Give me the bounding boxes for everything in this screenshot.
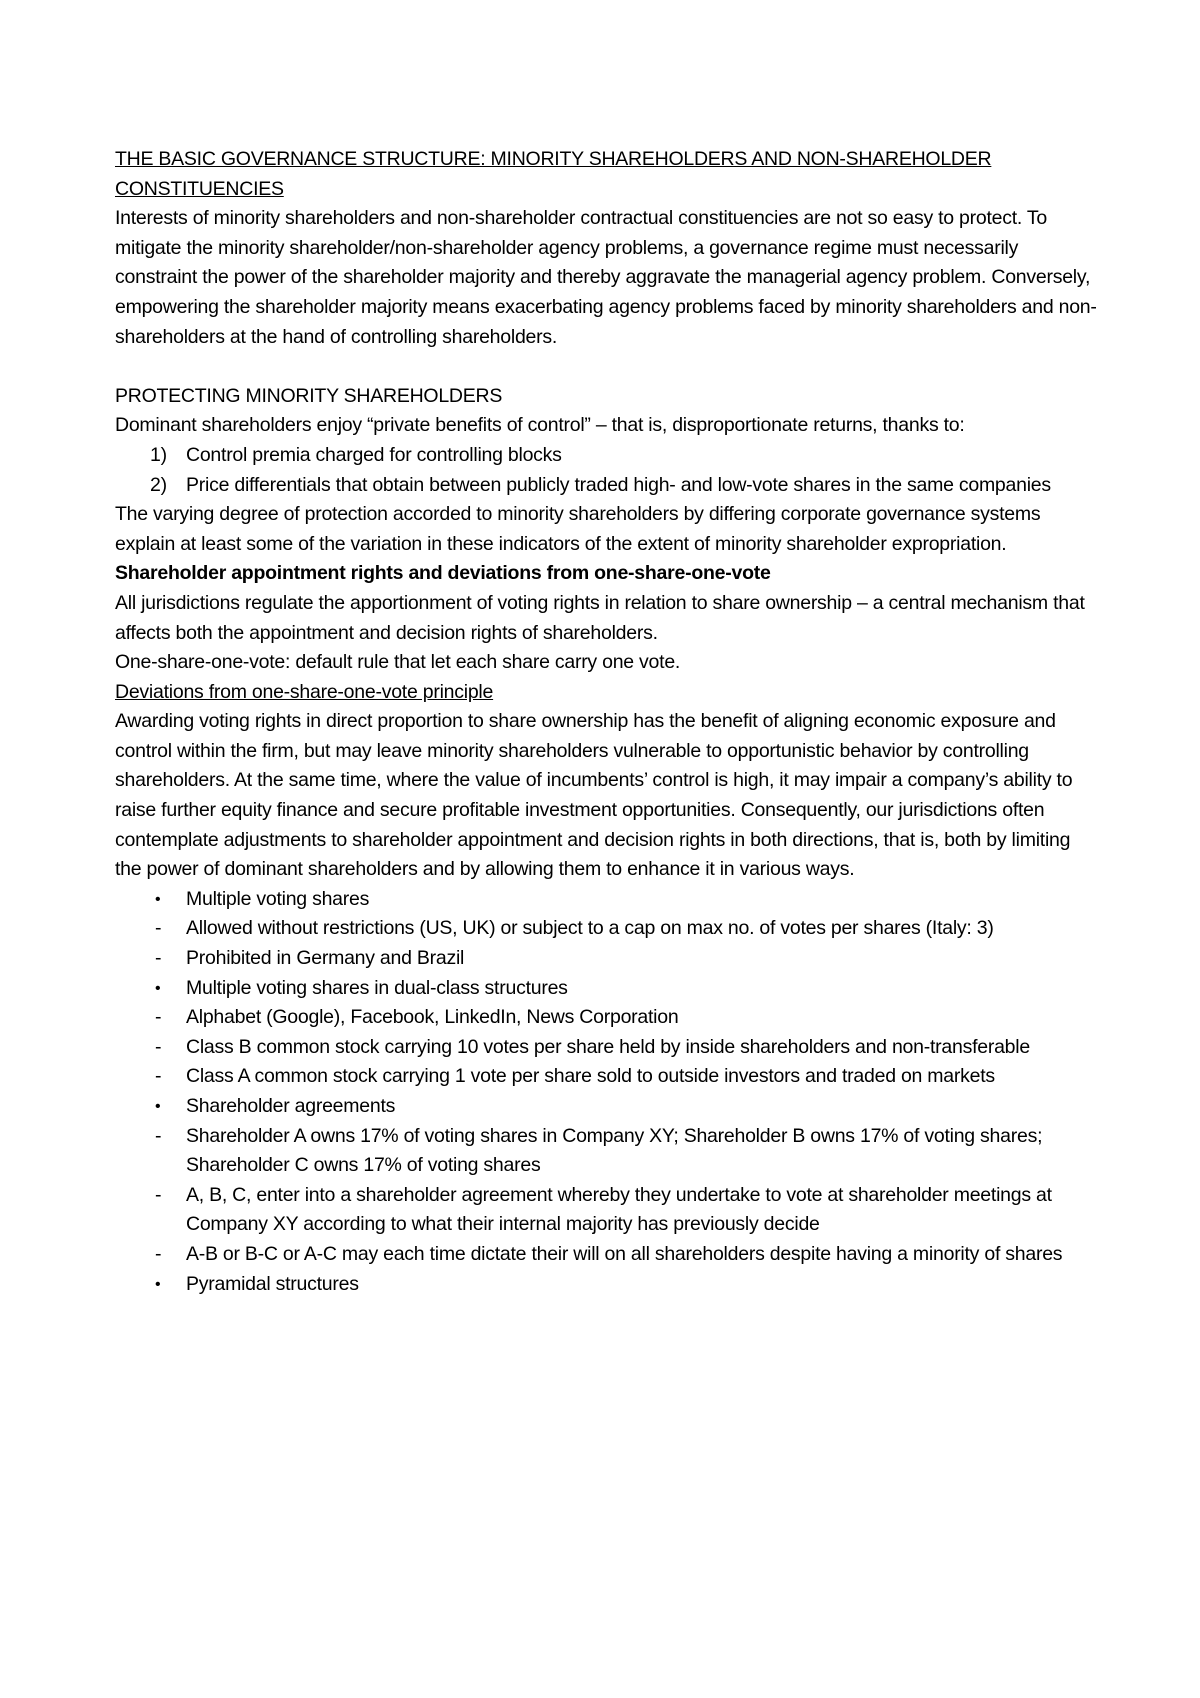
list-item-text: Multiple voting shares in dual-class structures bbox=[186, 976, 568, 999]
numbered-item bbox=[115, 441, 1100, 471]
list-item-text: Prohibited in Germany and Brazil bbox=[186, 947, 465, 970]
bullet-marker: • bbox=[155, 1098, 161, 1115]
list-item-text: Control premia charged for controlling blocks bbox=[186, 443, 562, 466]
dash-item bbox=[115, 1033, 1100, 1063]
dash-item bbox=[115, 1003, 1100, 1033]
bullet-item bbox=[115, 1092, 1100, 1122]
list-item-text: Multiple voting shares bbox=[186, 887, 370, 910]
spacer bbox=[115, 352, 1100, 382]
section-heading: PROTECTING MINORITY SHAREHOLDERS bbox=[115, 384, 503, 407]
bullet-item bbox=[115, 1270, 1100, 1300]
list-item-text: Class A common stock carrying 1 vote per share sold to outside investors and traded on markets bbox=[186, 1065, 995, 1088]
list-marker: 2) bbox=[150, 473, 167, 496]
list-item-text: Shareholder agreements bbox=[186, 1095, 396, 1117]
list-item-text: Shareholder A owns 17% of voting shares in Company XY; Shareholder B owns 17% of voting shares; Shareholder C owns 17% of voting shares bbox=[186, 1124, 1043, 1177]
dash-item bbox=[115, 1122, 1100, 1181]
document-title: THE BASIC GOVERNANCE STRUCTURE: MINORITY SHAREHOLDERS AND NON-SHAREHOLDER CONSTITUENCIES bbox=[115, 148, 992, 200]
dash-marker: - bbox=[155, 917, 162, 940]
bullet-marker: • bbox=[155, 979, 161, 997]
dash-item bbox=[115, 1062, 1100, 1092]
numbered-item bbox=[115, 471, 1100, 501]
bullet-marker: • bbox=[155, 890, 161, 908]
benefits-paragraph: Dominant shareholders enjoy “private benefits of control” – that is, disproportionate returns, thanks to: bbox=[115, 414, 965, 437]
dash-marker: - bbox=[155, 1124, 162, 1147]
list-item-text: A, B, C, enter into a shareholder agreement whereby they undertake to vote at shareholder meetings at Company XY according to what their internal majority has previously decide bbox=[186, 1183, 1052, 1236]
deviations-paragraph: Awarding voting rights in direct proportion to share ownership has the benefit of aligning economic exposure and control within the firm, but may leave minority shareholders vulnerable to opportunistic behavior by controlling shareholders. At the same time, where the value of incumbents’ control is high, it may impair a company’s ability to raise further equity finance and secure profitable investment opportunities. Consequently, our jurisdictions often contemplate adjustments to shareholder appointment and decision rights in both directions, that is, both by limiting the power of dominant shareholders and by allowing them to enhance it in various ways. bbox=[115, 710, 1073, 881]
list-item-text: Price differentials that obtain between publicly traded high- and low-vote shares in the same companies bbox=[186, 473, 1051, 496]
list-item-text: Allowed without restrictions (US, UK) or subject to a cap on max no. of votes per shares (Italy: 3) bbox=[186, 917, 994, 940]
list-item-text: A-B or B-C or A-C may each time dictate their will on all shareholders despite having a minority of shares bbox=[186, 1242, 1063, 1265]
one-share-one-vote-definition: One-share-one-vote: default rule that let each share carry one vote. bbox=[115, 651, 681, 674]
dash-marker: - bbox=[155, 1035, 162, 1058]
dash-marker: - bbox=[155, 1242, 162, 1265]
voting-rights-paragraph: All jurisdictions regulate the apportionment of voting rights in relation to share ownership – a central mechanism that affects both the appointment and decision rights of shareholders. bbox=[115, 591, 1085, 644]
dash-marker: - bbox=[155, 947, 162, 970]
dash-marker: - bbox=[155, 1065, 162, 1088]
bullet-item bbox=[115, 885, 1100, 915]
list-item-text: Class B common stock carrying 10 votes per share held by inside shareholders and non-transferable bbox=[186, 1035, 1030, 1058]
bullet-marker: • bbox=[155, 1275, 161, 1293]
dash-item bbox=[115, 1181, 1100, 1240]
dash-marker: - bbox=[155, 1183, 162, 1206]
dash-item bbox=[115, 914, 1100, 944]
list-marker: 1) bbox=[150, 443, 167, 466]
dash-item bbox=[115, 944, 1100, 974]
dash-item bbox=[115, 1240, 1100, 1270]
dash-marker: - bbox=[155, 1006, 162, 1029]
protection-paragraph: The varying degree of protection accorded to minority shareholders by differing corporate governance systems explain at least some of the variation in these indicators of the extent of minority shareholder expropriation. bbox=[115, 503, 1041, 555]
list-item-text: Alphabet (Google), Facebook, LinkedIn, News Corporation bbox=[186, 1006, 679, 1029]
bullet-item bbox=[115, 974, 1100, 1004]
sub-subheading: Deviations from one-share-one-vote principle bbox=[115, 680, 494, 703]
list-item-text: Pyramidal structures bbox=[186, 1272, 359, 1295]
subheading: Shareholder appointment rights and deviations from one-share-one-vote bbox=[115, 562, 771, 585]
intro-paragraph: Interests of minority shareholders and non-shareholder contractual constituencies are not so easy to protect. To mitigate the minority shareholder/non-shareholder agency problems, a governance regime must necessarily constraint the power of the shareholder majority and thereby aggravate the managerial agency problem. Conversely, empowering the shareholder majority means exacerbating agency problems faced by minority shareholders and non-shareholders at the hand of controlling shareholders. bbox=[115, 207, 1097, 348]
